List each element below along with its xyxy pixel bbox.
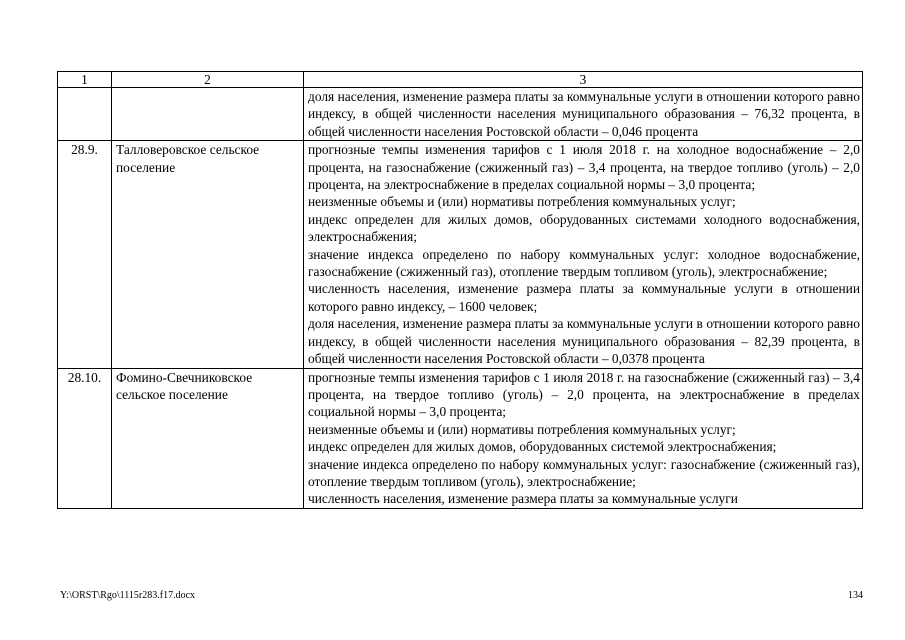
header-col-1: 1 bbox=[58, 72, 112, 88]
continuation-row bbox=[58, 88, 863, 141]
paragraph: индекс определен для жилых домов, оборудованных системой электроснабжения; bbox=[308, 439, 777, 455]
paragraph: значение индекса определено по набору коммунальных услуг: холодное водоснабжение, газоснабжение (сжиженный газ), отопление твердым топливом (уголь), электроснабжение; bbox=[308, 246, 860, 280]
paragraph: доля населения, изменение размера платы за коммунальные услуги в отношении которого равно индексу, в общей численности населения муниципального образования – 76,32 процента, в общей численности населения Ростовской области – 0,046 процента bbox=[308, 89, 860, 139]
paragraph: доля населения, изменение размера платы за коммунальные услуги в отношении которого равно индексу, в общей численности населения муниципального образования – 82,39 процента, в общей численности населения Ростовской области – 0,0378 процента bbox=[308, 316, 860, 367]
tariff-table bbox=[57, 71, 863, 509]
row-number: 28.10. bbox=[58, 368, 112, 508]
table-header-row bbox=[58, 72, 863, 88]
footer-page-number: 134 bbox=[848, 590, 863, 601]
paragraph: прогнозные темпы изменения тарифов с 1 июля 2018 г. на холодное водоснабжение – 2,0 процента, на газоснабжение (сжиженный газ) – 3,4 процента, на твердое топливо (уголь) – 2,0 процента, на электроснабжение в пределах социальной нормы – 3,0 процента; bbox=[308, 142, 860, 193]
settlement-name: Фомино-Свечниковское сельское поселение bbox=[112, 368, 304, 508]
row-text-cell bbox=[304, 88, 863, 141]
footer-file-path: Y:\ORST\Rgo\1115r283.f17.docx bbox=[60, 590, 196, 601]
row-text-cell bbox=[304, 141, 863, 368]
paragraph: неизменные объемы и (или) нормативы потребления коммунальных услуг; bbox=[308, 421, 736, 437]
row-text-cell bbox=[304, 368, 863, 508]
paragraph: численность населения, изменение размера платы за коммунальные услуги bbox=[308, 491, 738, 507]
row-number-cell bbox=[58, 88, 112, 141]
paragraph: индекс определен для жилых домов, оборудованных системами холодного водоснабжения, электроснабжения; bbox=[308, 211, 860, 245]
header-col-2: 2 bbox=[112, 72, 304, 88]
table-row bbox=[58, 368, 863, 508]
paragraph: численность населения, изменение размера платы за коммунальные услуги в отношении которого равно индексу, – 1600 человек; bbox=[308, 281, 860, 314]
row-number: 28.9. bbox=[58, 141, 112, 368]
table-row bbox=[58, 141, 863, 368]
paragraph: значение индекса определено по набору коммунальных услуг: газоснабжение (сжиженный газ), отопление твердым топливом (уголь), электроснабжение; bbox=[308, 456, 860, 489]
paragraph: неизменные объемы и (или) нормативы потребления коммунальных услуг; bbox=[308, 194, 736, 210]
paragraph: прогнозные темпы изменения тарифов с 1 июля 2018 г. на газоснабжение (сжиженный газ) – 3,4 процента, на твердое топливо (уголь) – 2,0 процента, на электроснабжение в пределах социальной нормы – 3,0 процента; bbox=[308, 369, 860, 420]
header-col-3: 3 bbox=[304, 72, 863, 88]
settlement-name: Талловеровское сельское поселение bbox=[112, 141, 304, 368]
row-name-cell bbox=[112, 88, 304, 141]
